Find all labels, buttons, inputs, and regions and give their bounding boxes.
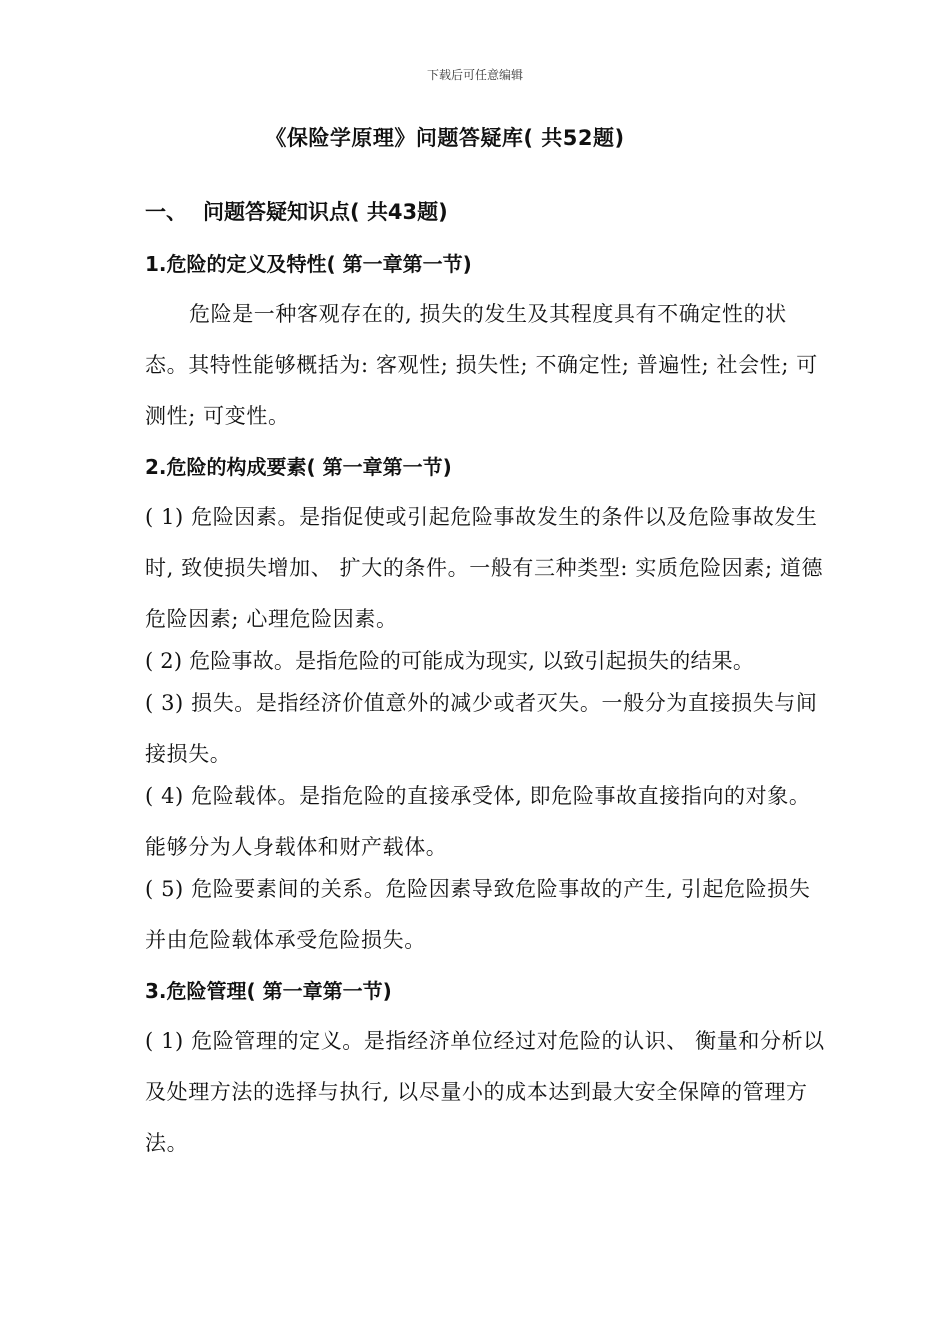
section-number: 一、 — [145, 200, 187, 224]
document-title: 《保险学原理》问题答疑库( 共52题) — [265, 126, 625, 150]
section-title: 问题答疑知识点( 共43题) — [203, 200, 448, 224]
question-2-item-4: ( 4) 危险载体。是指危险的直接承受体, 即危险事故直接指向的对象。能够分为人身载体和财产载体。 — [145, 784, 811, 859]
document-body — [145, 196, 825, 1169]
question-2-item-2: ( 2) 危险事故。是指危险的可能成为现实, 以致引起损失的结果。 — [145, 649, 755, 673]
section-heading — [145, 196, 825, 228]
question-2-item-3: ( 3) 损失。是指经济价值意外的减少或者灭失。一般分为直接损失与间接损失。 — [145, 691, 818, 766]
question-1-heading: 1.危险的定义及特性( 第一章第一节) — [145, 252, 472, 276]
question-2-item-1: ( 1) 危险因素。是指促使或引起危险事故发生的条件以及危险事故发生时, 致使损失增加、 扩大的条件。一般有三种类型: 实质危险因素; 道德危险因素; 心理危险因素。 — [145, 505, 824, 631]
watermark-text: 下载后可任意编辑 — [426, 68, 523, 82]
question-2-heading: 2.危险的构成要素( 第一章第一节) — [145, 455, 452, 479]
question-3-item-1: ( 1) 危险管理的定义。是指经济单位经过对危险的认识、 衡量和分析以及处理方法的选择与执行, 以尽量小的成本达到最大安全保障的管理方法。 — [145, 1029, 825, 1155]
question-3-heading: 3.危险管理( 第一章第一节) — [145, 979, 392, 1003]
question-1-body: 危险是一种客观存在的, 损失的发生及其程度具有不确定性的状态。其特性能够概括为: 客观性; 损失性; 不确定性; 普遍性; 社会性; 可测性; 可变性。 — [145, 302, 818, 428]
question-2-item-5: ( 5) 危险要素间的关系。危险因素导致危险事故的产生, 引起危险损失并由危险载体承受危险损失。 — [145, 877, 811, 952]
